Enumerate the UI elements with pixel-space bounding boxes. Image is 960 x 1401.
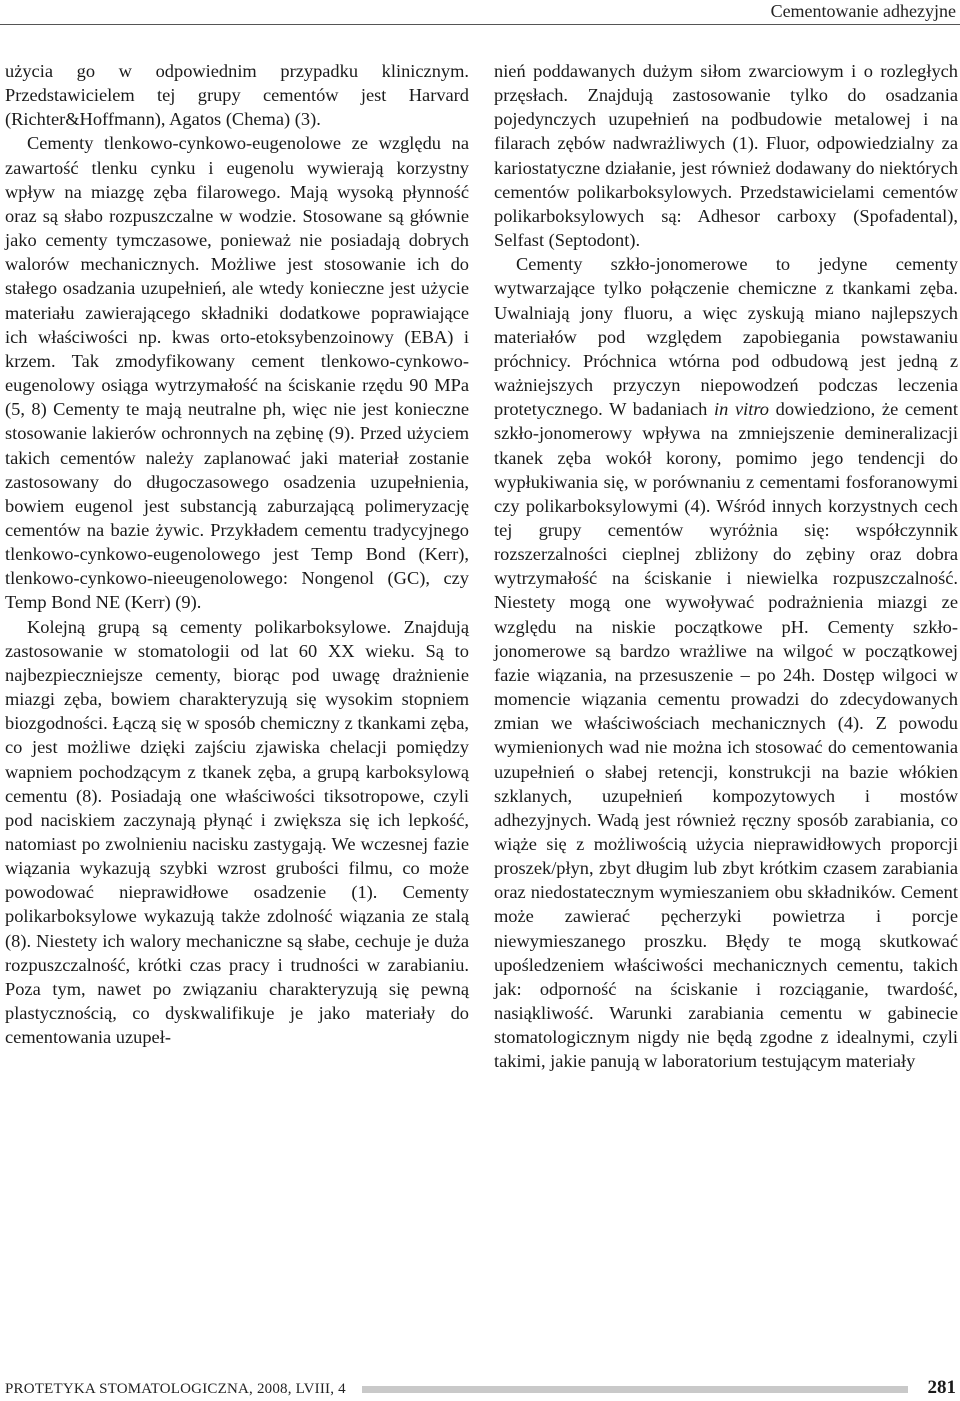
page-number: 281 — [927, 1377, 956, 1398]
paragraph-continuation: użycia go w odpowiednim przypadku klinicznym. Przedstawicielem tej grupy cementów jest Harvard (Richter&Hoffmann), Agatos (Chema) (3). — [5, 61, 469, 130]
paragraph-glass-ionomer-cements — [494, 252, 958, 1073]
footer-bar — [362, 1386, 908, 1393]
running-header — [0, 0, 960, 26]
in-vitro-italic: in vitro — [713, 399, 769, 420]
right-column — [494, 59, 958, 1074]
left-column — [5, 59, 469, 1049]
page-footer — [0, 1378, 960, 1400]
glass-ionomer-text-part-2: dowiedziono, że cement szkło-jonomerowy wpływa na zmniejszenie demineralizacji tkanek zęba wokół korony, pomimo jego tendencji do wypłukiwania się, w porównaniu z cementami fosforanowymi czy polikarboksylowymi (4). Wśród innych korzystnych cech tej grupy cementów wyróżnia się: współczynnik rozszerzalności cieplnej zbliżony do zębiny oraz dobra wytrzymałość na ściskanie i niewielka rozpuszczalność. Niestety mogą one wywoływać podrażnienia miazgi ze względu na niskie początkowe pH. Cementy szkło-jonomerowe są bardzo wrażliwe na wilgoć w początkowej fazie wiązania, na przesuszenie – po 24h. Dostęp wilgoci w momencie wiązania cementu prowadzi do zdecydowanych zmian we właściwościach mechanicznych (4). Z powodu wymienionych wad nie można ich stosować do cementowania uzupełnień o słabej retencji, konstrukcji na bazie włókien szklanych, uzupełnień kompozytowych i mostów adhezyjnych. Wadą jest również ręczny sposób zarabiania, co wiąże się z możliwością użycia nieprawidłowych proporcji proszek/płyn, zbyt długim lub zbyt krótkim czasem zarabiania oraz niedostatecznym wymieszaniem obu składników. Cement może zawierać pęcherzyki powietrza i porcje niewymieszanego proszku. Błędy te mogą skutkować upośledzeniem właściwości mechanicznych cementu, takich jak: odporność na ściskanie i rozciąganie, twardość, nasiąkliwość. Warunki zarabiania cementu w gabinecie stomatologicznym nigdy nie będą zgodne z idealnymi, czyli takimi, jakie panują w laboratorium testującym materiały — [494, 399, 958, 1072]
paragraph-polycarboxylate-cements: Kolejną grupą są cementy polikarboksylowe. Znajdują zastosowanie w stomatologii od lat 60 XX wieku. Są to najbezpieczniejsze cementy, biorąc pod uwagę drażnienie miazgi zęba, bowiem charakteryzują się wysokim stopniem biozgodności. Łączą się w sposób chemiczny z tkankami zęba, co jest możliwe dzięki zajściu zjawiska chelacji pomiędzy wapniem pochodzącym z tkanek zęba, a grupą karboksylową cementu (8). Posiadają one właściwości tiksotropowe, czyli pod naciskiem zaczynają płynąć i zwiększa się ich lepkość, natomiast po zwolnieniu nacisku zastygają. We wczesnej fazie wiązania wykazują szybki wzrost grubości filmu, co może powodować nieprawidłowe osadzenie (1). Cementy polikarboksylowe wykazują także zdolność wiązania ze stalą (8). Niestety ich walory mechaniczne są słabe, cechuje je duża rozpuszczalność, krótki czas pracy i trudności w zarabianiu. Poza tym, nawet po związaniu charakteryzują się pewną plastycznością, co dyskwalifikuje je jako materiały do cementowania uzupeł- — [5, 616, 469, 1048]
running-title: Cementowanie adhezyjne — [770, 1, 956, 21]
paragraph-zinc-oxide-eugenol-cements: Cementy tlenkowo-cynkowo-eugenolowe ze względu na zawartość tlenku cynku i eugenolu wywierają korzystny wpływ na miazgę zęba filarowego. Mają wysoką płynność oraz są słabo rozpuszczalne w wodzie. Stosowane są głównie jako cementy tymczasowe, ponieważ nie posiadają dobrych walorów mechanicznych. Możliwe jest stosowanie ich do stałego osadzania uzupełnień, ale wtedy konieczne jest użycie materiału zawierającego składniki dodatkowe poprawiające ich właściwości np. kwas orto-etoksybenzoinowy (EBA) i krzem. Tak zmodyfikowany cement tlenkowo-cynkowo-eugenolowy osiąga wytrzymałość na ściskanie rzędu 90 MPa (5, 8) Cementy te mają neutralne ph, więc nie jest konieczne stosowanie lakierów ochronnych na zębinę (9). Przed użyciem takich cementów należy zaplanować jaki materiał zostanie zastosowany do długoczasowego osadzenia uzupełnienia, bowiem eugenol jest substancją zaburzającą polimeryzację cementów na bazie żywic. Przykładem cementu tradycyjnego tlenkowo-cynkowo-eugenolowego jest Temp Bond (Kerr), tlenkowo-cynkowo-nieeugenolowego: Nongenol (GC), czy Temp Bond NE (Kerr) (9). — [5, 133, 469, 613]
journal-citation: PROTETYKA STOMATOLOGICZNA, 2008, LVIII, 4 — [5, 1381, 346, 1397]
paragraph-polycarboxylate-continuation: nień poddawanych dużym siłom zwarciowym i o rozległych przęsłach. Znajdują zastosowanie tylko do osadzania pojedynczych uzupełnień na podbudowie metalowej i na filarach zębów nadwrażliwych (1). Fluor, odpowiedzialny za kariostatyczne działanie, jest również dodawany do niektórych cementów polikarboksylowych. Przedstawicielami cementów polikarboksylowych są: Adhesor carboxy (Spofadental), Selfast (Septodont). — [494, 61, 958, 251]
header-rule — [0, 24, 960, 25]
glass-ionomer-text-part-1: Cementy szkło-jonomerowe to jedyne cementy wytwarzające tylko połączenie chemiczne z tkankami zęba. Uwalniają jony fluoru, a więc zyskują miano najlepszych materiałów pod względem zapobiegania powstawaniu próchnicy. Próchnica wtórna pod odbudową jest jedną z ważniejszych przyczyn niepowodzeń podczas leczenia protetycznego. W badaniach — [494, 254, 958, 420]
